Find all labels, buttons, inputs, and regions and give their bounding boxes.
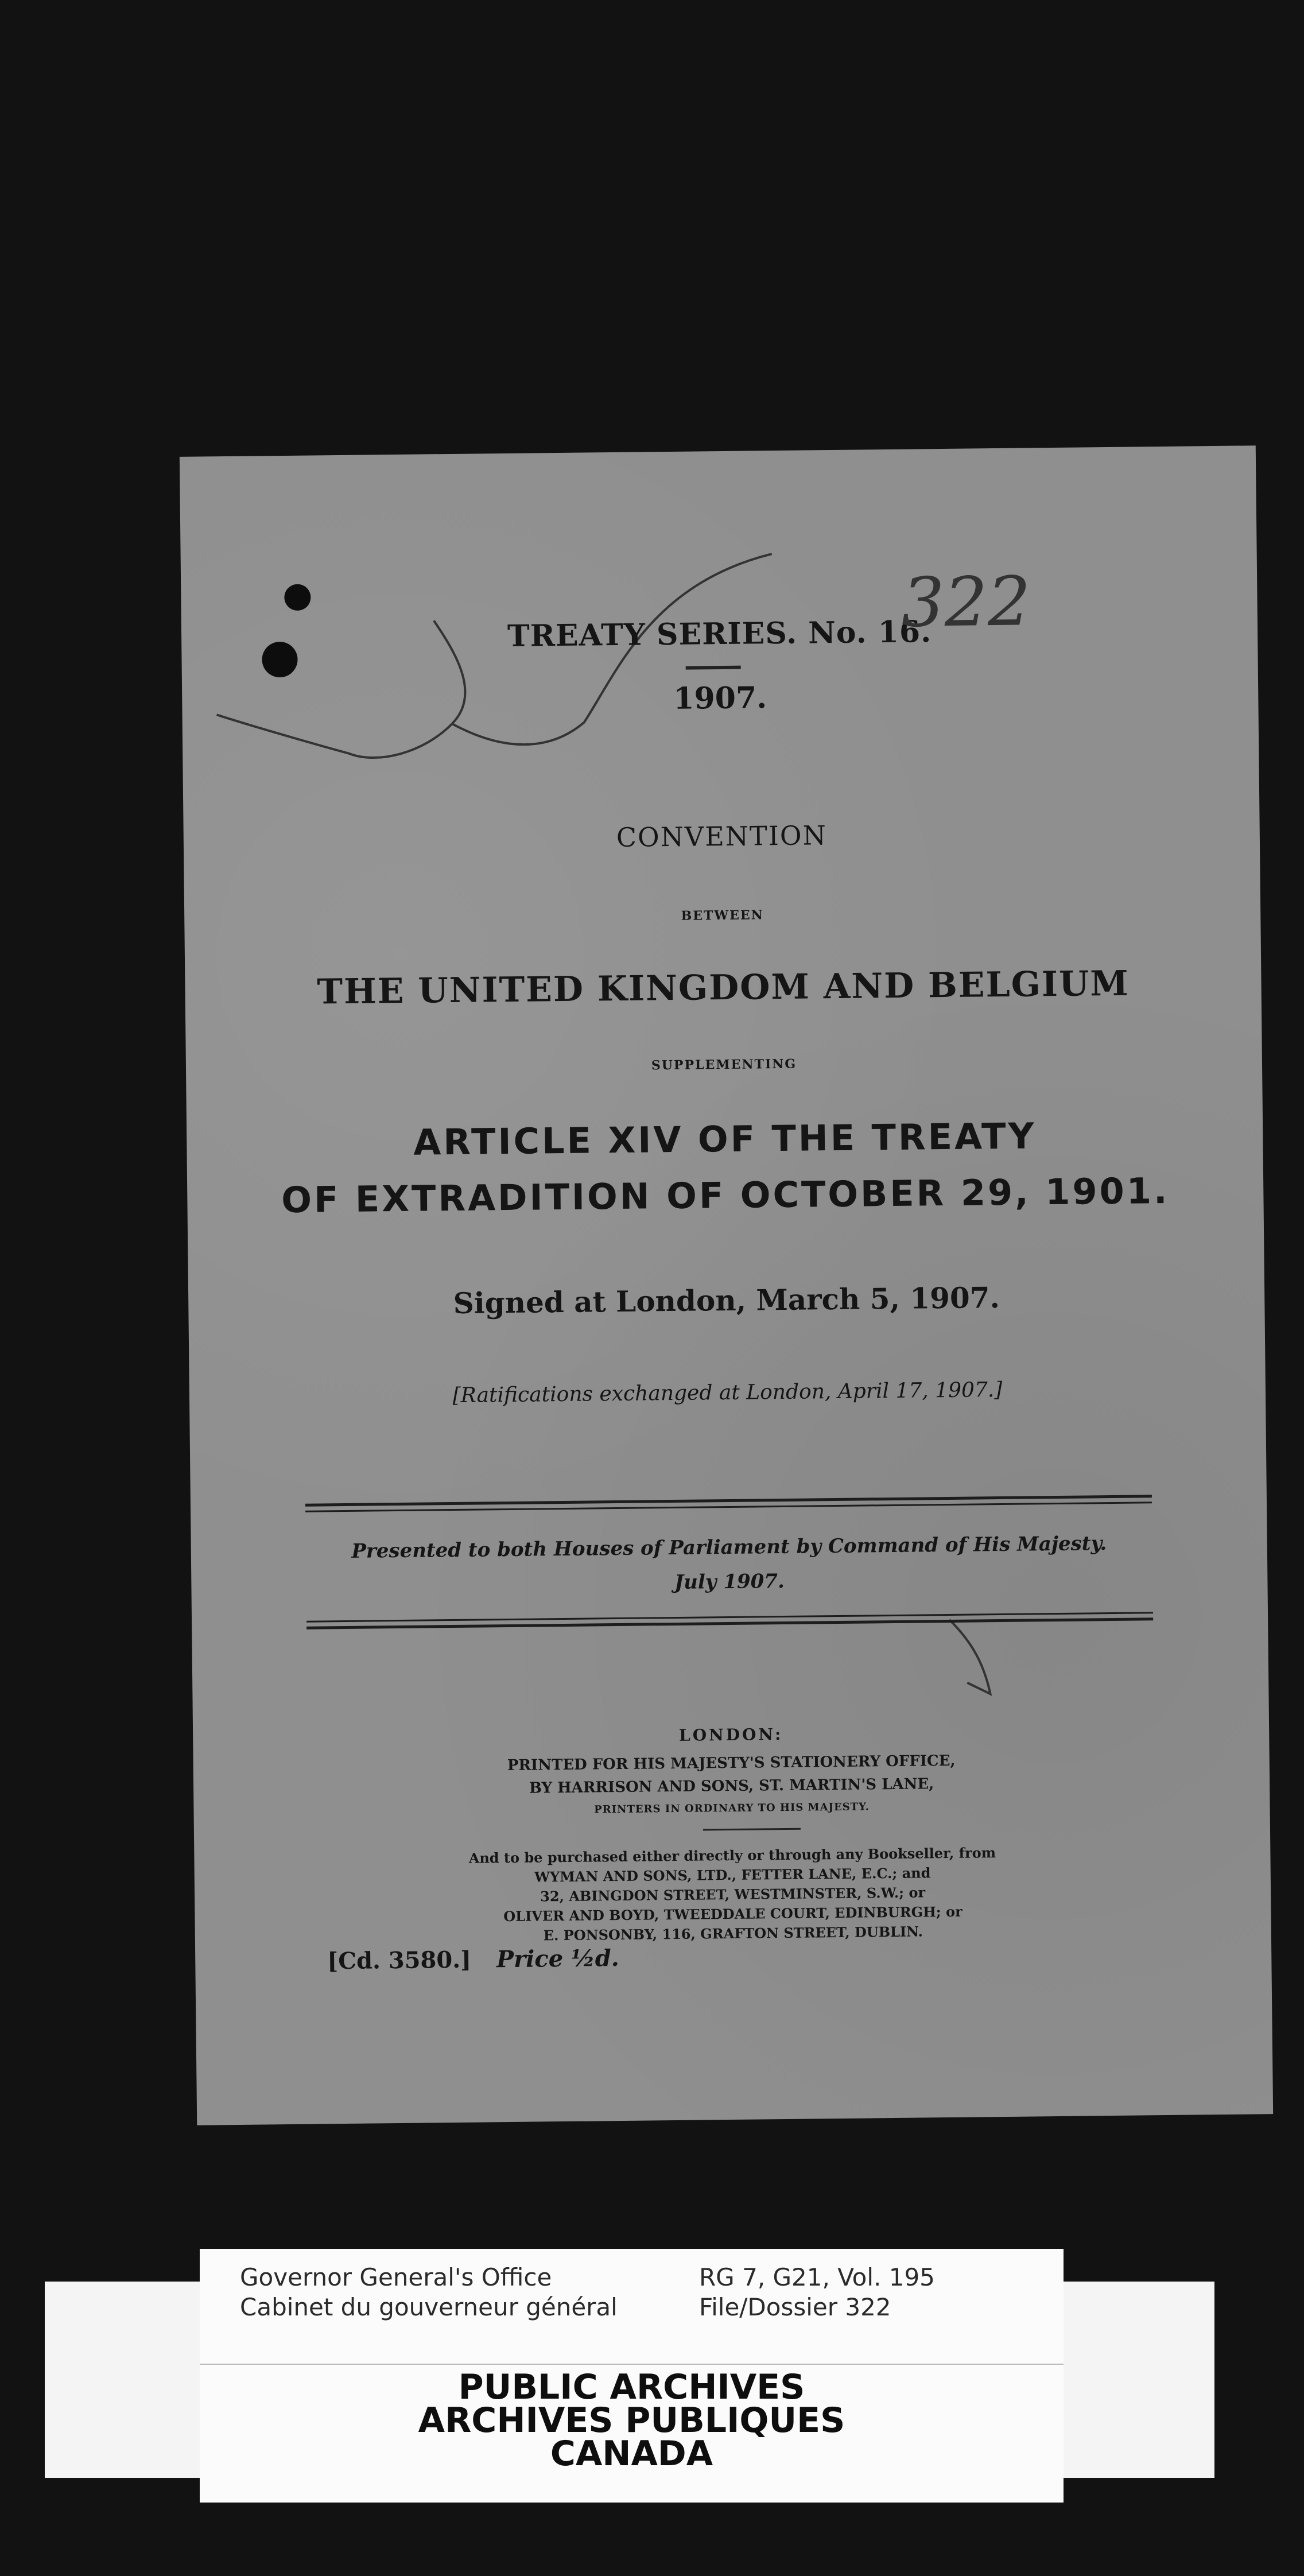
treaty-year: 1907.	[673, 680, 767, 716]
purchase-line-5: E. PONSONBY, 116, GRAFTON STREET, DUBLIN.	[543, 1923, 923, 1944]
office-french: Cabinet du gouverneur général	[240, 2293, 618, 2321]
file-dossier-number: File/Dossier 322	[699, 2293, 891, 2321]
command-number: [Cd. 3580.]	[327, 1946, 472, 1975]
between-label: BETWEEN	[681, 907, 764, 924]
parties-heading: THE UNITED KINGDOM AND BELGIUM	[317, 963, 1130, 1012]
treaty-series-heading: TREATY SERIES. No. 16.	[507, 614, 932, 654]
archive-line-1: PUBLIC ARCHIVES	[458, 2367, 805, 2407]
imprint-line-1: PRINTED FOR HIS MAJESTY'S STATIONERY OFFICE,	[507, 1752, 956, 1775]
purchase-info	[194, 1840, 1271, 1949]
reference-column	[699, 2263, 1043, 2322]
archive-line-2: ARCHIVES PUBLIQUES	[418, 2400, 845, 2441]
signed-statement: Signed at London, March 5, 1907.	[453, 1281, 1000, 1320]
heading-rule	[686, 666, 741, 670]
supplementing-label: SUPPLEMENTING	[651, 1056, 797, 1073]
purchase-line-3: 32, ABINGDON STREET, WESTMINSTER, S.W.; or	[540, 1884, 926, 1905]
presented-line-1: Presented to both Houses of Parliament by Command of His Majesty.	[351, 1532, 1107, 1563]
presented-note	[191, 1524, 1268, 1605]
document-type: CONVENTION	[616, 820, 828, 853]
archive-stamp	[200, 2367, 1064, 2474]
purchase-line-1: And to be purchased either directly or through any Bookseller, from	[468, 1844, 996, 1867]
office-english: Governor General's Office	[240, 2263, 552, 2291]
treaty-document-page	[180, 445, 1273, 2125]
purchase-line-2: WYMAN AND SONS, LTD., FETTER LANE, E.C.; and	[534, 1864, 931, 1886]
command-and-price	[327, 1945, 619, 1974]
imprint-city: LONDON:	[678, 1725, 783, 1745]
card-divider	[200, 2364, 1064, 2365]
archive-label-card	[200, 2249, 1064, 2503]
imprint-line-2: BY HARRISON AND SONS, ST. MARTIN'S LANE,	[529, 1775, 934, 1797]
article-title	[187, 1105, 1264, 1229]
office-column	[240, 2263, 688, 2322]
price: Price ½d.	[496, 1945, 619, 1973]
article-title-line-2: OF EXTRADITION OF OCTOBER 29, 1901.	[281, 1169, 1170, 1221]
presented-line-2: July 1907.	[674, 1569, 785, 1594]
purchase-line-4: OLIVER AND BOYD, TWEEDDALE COURT, EDINBURGH; or	[503, 1903, 963, 1925]
archive-line-3: CANADA	[550, 2434, 713, 2474]
handwritten-file-number: 322	[901, 561, 1031, 642]
record-group-reference: RG 7, G21, Vol. 195	[699, 2263, 935, 2291]
article-title-line-1: ARTICLE XIV OF THE TREATY	[413, 1115, 1037, 1163]
printers-note: PRINTERS IN ORDINARY TO HIS MAJESTY.	[594, 1801, 870, 1816]
ratifications-note: [Ratifications exchanged at London, April 17, 1907.]	[452, 1378, 1003, 1408]
